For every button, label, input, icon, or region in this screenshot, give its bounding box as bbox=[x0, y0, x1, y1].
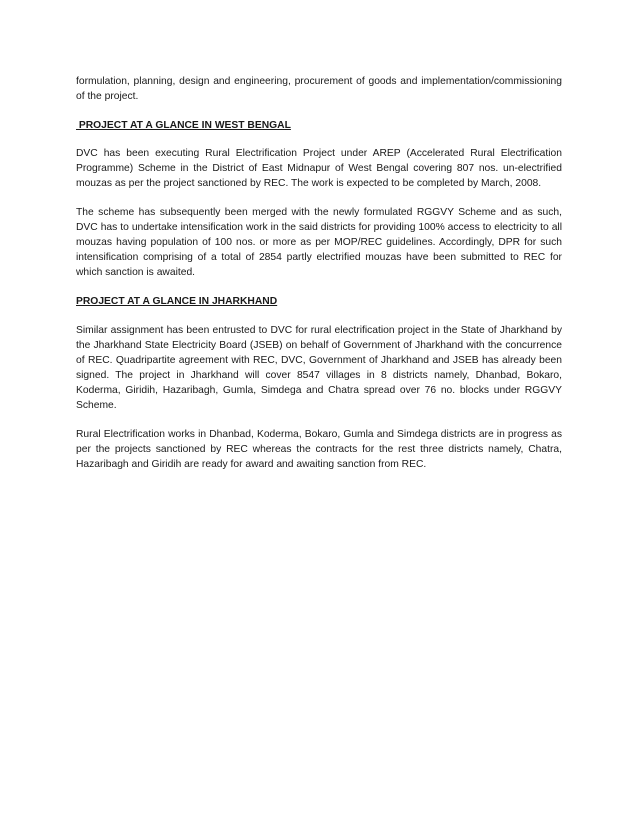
west-bengal-paragraph-1: DVC has been executing Rural Electrification Project under AREP (Accelerated Rural Electrification Programme) Scheme in the District of East Midnapur of West Bengal covering 807 nos. un-electrified mouzas as per the project sanctioned by REC. The work is expected to be completed by March, 2008. bbox=[76, 148, 562, 190]
heading-jharkhand: PROJECT AT A GLANCE IN JHARKHAND bbox=[76, 296, 278, 308]
jharkhand-paragraph-2: Rural Electrification works in Dhanbad, Koderma, Bokaro, Gumla and Simdega districts are in progress as per the projects sanctioned by REC whereas the contracts for the rest three districts namely, Chatra, Hazaribagh and Giridih are ready for award and awaiting sanction from REC. bbox=[76, 428, 562, 470]
jharkhand-paragraph-1: Similar assignment has been entrusted to DVC for rural electrification project in the State of Jharkhand by the Jharkhand State Electricity Board (JSEB) on behalf of Government of Jharkhand with the concurrence of REC. Quadripartite agreement with REC, DVC, Government of Jharkhand and JSEB has already been signed. The project in Jharkhand will cover 8547 villages in 8 districts namely, Dhanbad, Bokaro, Koderma, Giridih, Hazaribagh, Gumla, Simdega and Chatra spread over 76 no. blocks under RGGVY Scheme. bbox=[76, 324, 562, 412]
document-page bbox=[76, 74, 562, 485]
heading-west-bengal: PROJECT AT A GLANCE IN WEST BENGAL bbox=[76, 119, 291, 131]
west-bengal-paragraph-2: The scheme has subsequently been merged with the newly formulated RGGVY Scheme and as such, DVC has to undertake intensification work in the said districts for providing 100% access to electricity to all mouzas having population of 100 nos. or more as per MOP/REC guidelines. Accordingly, DPR for such intensification comprising of a total of 2854 partly electrified mouzas have been submitted to REC for which sanction is awaited. bbox=[76, 207, 562, 279]
intro-paragraph: formulation, planning, design and engineering, procurement of goods and implementation/commissioning of the project. bbox=[76, 76, 562, 103]
